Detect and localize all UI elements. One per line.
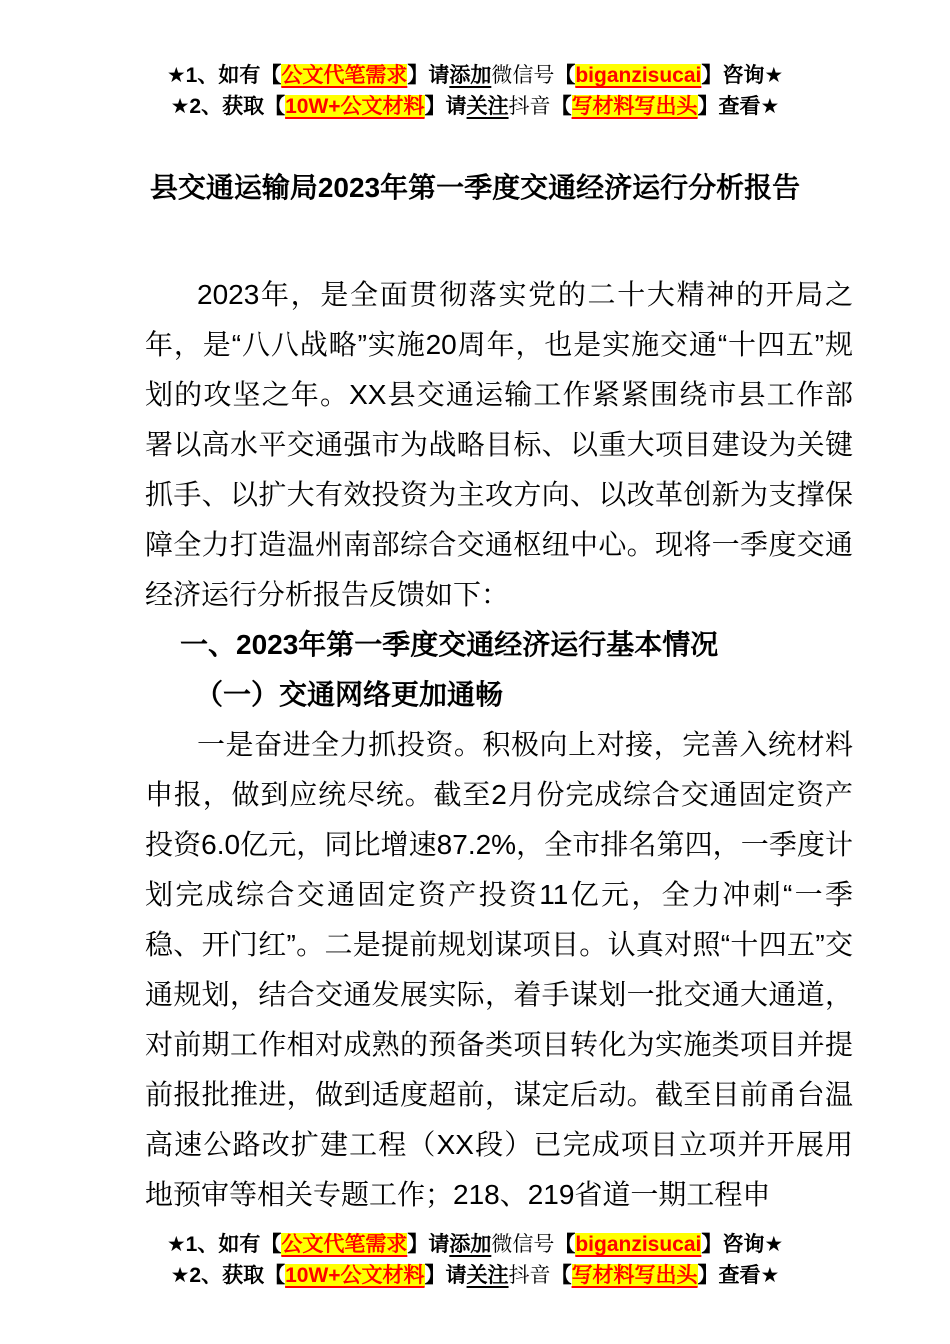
notice-text-douyin-label: 抖音	[508, 1264, 551, 1287]
subsection-heading-1-1: （一）交通网络更加通畅	[195, 679, 504, 710]
notice-text: 】查看★	[697, 1264, 780, 1287]
notice-text: 】请	[407, 64, 450, 87]
document-title: 县交通运输局2023年第一季度交通经济运行分析报告	[149, 172, 801, 203]
promo-header-line-1	[0, 60, 950, 91]
notice-highlight-writing-service: 公文代笔需求	[281, 1233, 408, 1256]
notice-text: 】咨询★	[701, 64, 784, 87]
notice-text-wechat-label: 微信号	[491, 64, 555, 87]
notice-underlined-follow: 关注	[466, 95, 509, 118]
notice-text: ★2、获取【	[170, 95, 286, 118]
promo-notice-footer	[0, 1225, 950, 1291]
document-body	[145, 270, 853, 1225]
notice-text-douyin-label: 抖音	[508, 95, 551, 118]
notice-text: ★1、如有【	[166, 1233, 282, 1256]
notice-text: 】请	[424, 1264, 467, 1287]
notice-wechat-id: biganzisucai	[575, 1233, 702, 1256]
notice-underlined-follow: 关注	[466, 1264, 509, 1287]
notice-text: 】查看★	[697, 95, 780, 118]
notice-douyin-account: 写材料写出头	[571, 95, 698, 118]
promo-footer-line-1	[0, 1229, 950, 1260]
promo-notice-header	[0, 0, 950, 122]
promo-header-line-2	[0, 91, 950, 122]
notice-text: 】请	[424, 95, 467, 118]
notice-text: ★1、如有【	[166, 64, 282, 87]
notice-text: 【	[550, 1264, 572, 1287]
notice-underlined-add: 添加	[449, 64, 492, 87]
intro-paragraph: 2023年，是全面贯彻落实党的二十大精神的开局之年，是“八八战略”实施20周年，也是实施交通“十四五”规划的攻坚之年。XX县交通运输工作紧紧围绕市县工作部署以高水平交通强市为战略目标、以重大项目建设为关键抓手、以扩大有效投资为主攻方向、以改革创新为支撑保障全力打造温州南部综合交通枢纽中心。现将一季度交通经济运行分析报告反馈如下：	[145, 279, 853, 610]
notice-text: 】咨询★	[701, 1233, 784, 1256]
notice-wechat-id: biganzisucai	[575, 64, 702, 87]
notice-text-wechat-label: 微信号	[491, 1233, 555, 1256]
promo-footer-line-2	[0, 1260, 950, 1291]
notice-highlight-materials: 10W+公文材料	[285, 1264, 425, 1287]
notice-text: 【	[554, 1233, 576, 1256]
notice-highlight-writing-service: 公文代笔需求	[281, 64, 408, 87]
notice-text: 【	[554, 64, 576, 87]
body-paragraph: 一是奋进全力抓投资。积极向上对接，完善入统材料申报，做到应统尽统。截至2月份完成综合交通固定资产投资6.0亿元，同比增速87.2%，全市排名第四，一季度计划完成综合交通固定资产投资11亿元，全力冲刺“一季稳、开门红”。二是提前规划谋项目。认真对照“十四五”交通规划，结合交通发展实际，着手谋划一批交通大通道，对前期工作相对成熟的预备类项目转化为实施类项目并提前报批推进，做到适度超前，谋定后动。截至目前甬台温高速公路改扩建工程（XX段）已完成项目立项并开展用地预审等相关专题工作；218、219省道一期工程申	[145, 729, 853, 1210]
notice-highlight-materials: 10W+公文材料	[285, 95, 425, 118]
notice-text: 】请	[407, 1233, 450, 1256]
notice-text: 【	[550, 95, 572, 118]
notice-underlined-add: 添加	[449, 1233, 492, 1256]
notice-douyin-account: 写材料写出头	[571, 1264, 698, 1287]
notice-text: ★2、获取【	[170, 1264, 286, 1287]
section-heading-1: 一、2023年第一季度交通经济运行基本情况	[180, 629, 719, 660]
